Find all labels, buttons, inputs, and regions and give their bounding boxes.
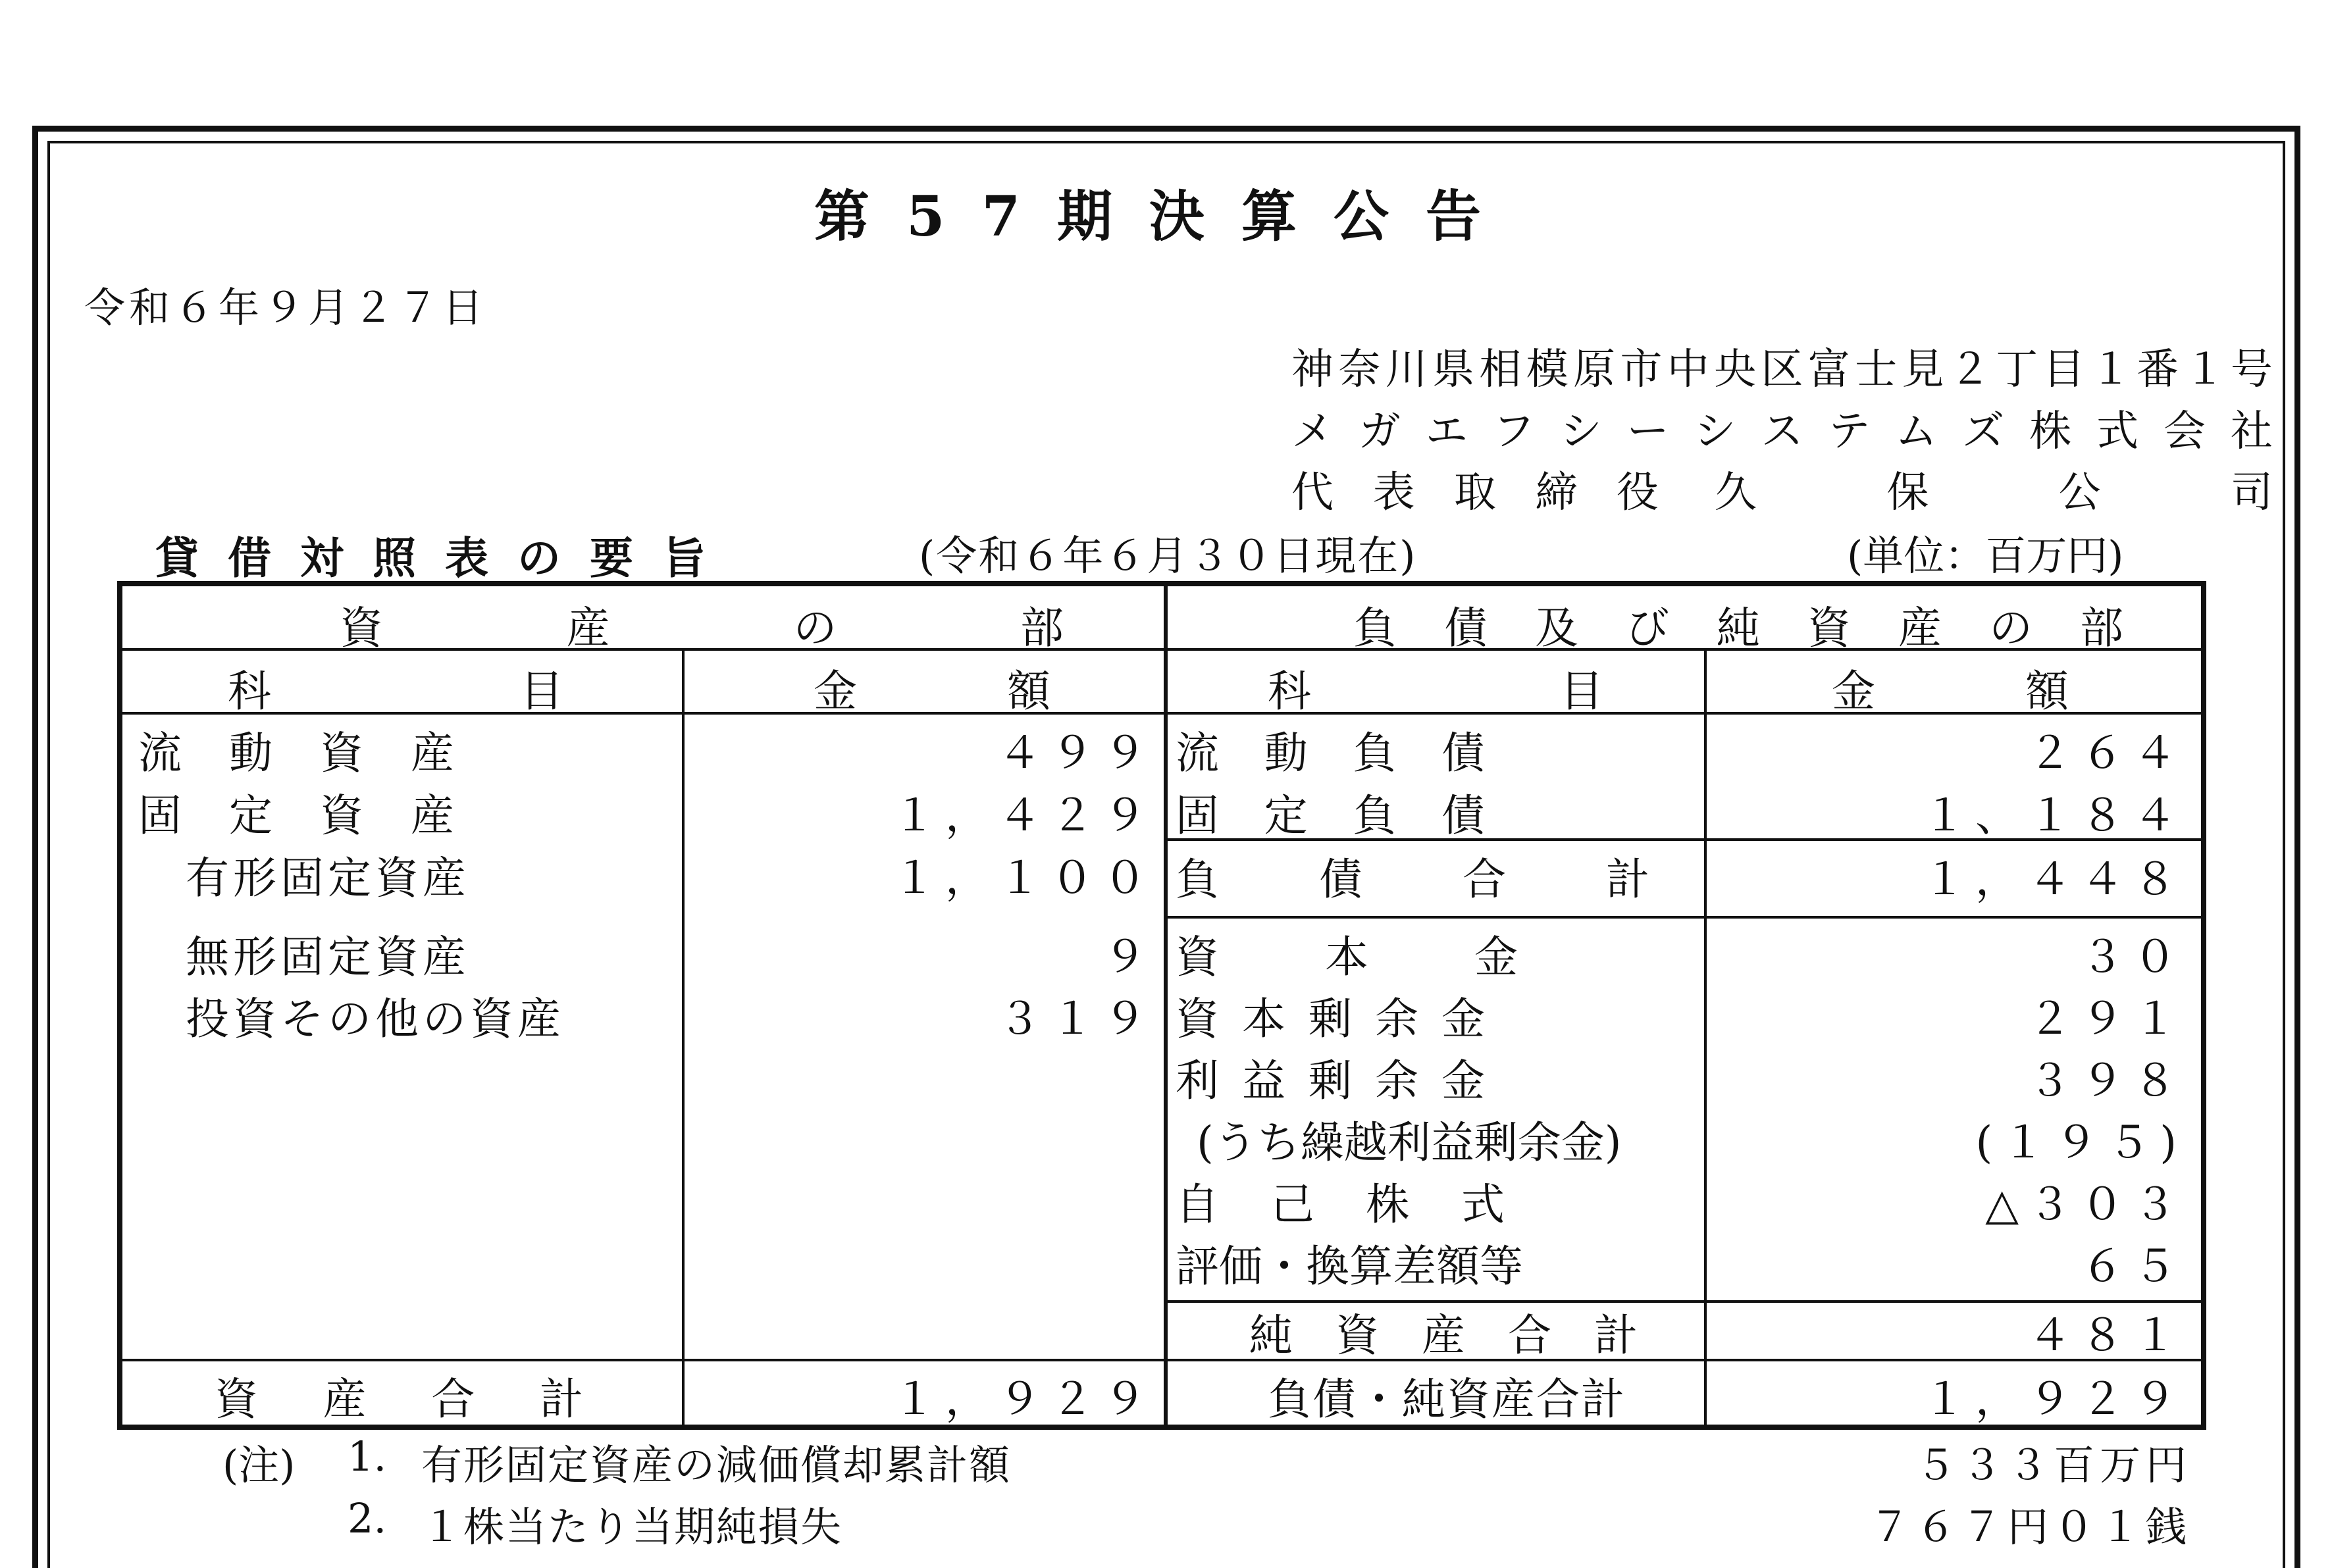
liab-header-char: 負 xyxy=(1353,603,1397,653)
address-char: 丁 xyxy=(1996,345,2040,394)
equity-item-value: ３９８ xyxy=(2028,1055,2186,1106)
representative-title xyxy=(1291,459,1660,519)
assets-header-char: 産 xyxy=(566,603,610,653)
rep-name-char: 公 xyxy=(2058,468,2102,517)
asset-item-name: 無形固定資産 xyxy=(186,932,470,982)
liab-header-char: び xyxy=(1626,603,1669,653)
asset-item-value: ９ xyxy=(1103,932,1156,982)
liabilities-total-value: １，４４８ xyxy=(1923,854,2186,905)
liabilities-amount-label xyxy=(1832,656,2069,719)
company-char: 会 xyxy=(2163,407,2207,456)
liab-header-char: 資 xyxy=(1807,603,1851,653)
equity-item-value: (１９５) xyxy=(1975,1117,2186,1168)
liability-item-value: ２６４ xyxy=(2028,728,2186,778)
address-char: 県 xyxy=(1432,345,1476,394)
address-char: 川 xyxy=(1385,345,1429,394)
address-char: １ xyxy=(2089,345,2133,394)
equity-item-value: ３０ xyxy=(2081,932,2186,982)
company-char: シ xyxy=(1694,407,1738,456)
liabilities-total-name: 負 債 合 計 xyxy=(1176,854,1649,905)
address-char: 市 xyxy=(1620,345,1664,394)
divider-assets-amount xyxy=(682,649,685,1425)
notes-label: (注) xyxy=(222,1441,296,1489)
address-text xyxy=(1291,336,2274,396)
note-number: 1. xyxy=(348,1432,387,1480)
address-char: 士 xyxy=(1855,345,1899,394)
address-char: ２ xyxy=(1948,345,1992,394)
company-address xyxy=(1291,336,2274,396)
equity-item-name: 利 益 剰 余 金 xyxy=(1176,1055,1485,1106)
amount-label-char: 額 xyxy=(2025,666,2069,717)
asset-item-value: ３１９ xyxy=(998,994,1156,1044)
equity-item-value: ６５ xyxy=(2081,1241,2186,1292)
company-char: テ xyxy=(1828,407,1872,456)
liabilities-section-header xyxy=(1353,593,2123,655)
note-text: １株当たり当期純損失 xyxy=(421,1503,843,1551)
asset-item-name: 投資その他の資産 xyxy=(186,994,565,1044)
equity-total-value: ４８１ xyxy=(2028,1310,2186,1361)
divider-liab-total xyxy=(1165,916,2201,919)
assets-header-char: 資 xyxy=(340,603,383,653)
equity-item-name: 自 己 株 式 xyxy=(1176,1179,1505,1230)
liability-item-name: 流 動 負 債 xyxy=(1176,728,1485,778)
company-char: ス xyxy=(1761,407,1805,456)
company-char: ム xyxy=(1895,407,1939,456)
balance-sheet-unit: (単位：百万円) xyxy=(1847,532,2124,580)
representative xyxy=(1291,459,2274,519)
asset-item-value: ４９９ xyxy=(998,728,1156,778)
amount-label-char: 金 xyxy=(814,666,857,717)
rep-title-char: 代 xyxy=(1291,468,1335,517)
assets-total-value: １，９２９ xyxy=(893,1374,1156,1425)
rep-title-char: 取 xyxy=(1454,468,1497,517)
equity-item-name: (うち繰越利益剰余金) xyxy=(1197,1117,1622,1168)
company-char: 社 xyxy=(2230,407,2274,456)
asset-item-value: １，４２９ xyxy=(893,790,1156,841)
company-char: 式 xyxy=(2096,407,2140,456)
liab-header-char: 部 xyxy=(2080,603,2123,653)
liabilities-item-label xyxy=(1268,656,1603,719)
address-char: 神 xyxy=(1291,345,1335,394)
address-char: 原 xyxy=(1573,345,1617,394)
assets-header-char: の xyxy=(793,603,837,653)
notice-date: 令和６年９月２７日 xyxy=(84,284,488,332)
item-label-char: 科 xyxy=(1268,666,1311,717)
liab-equity-total-name: 負債・純資産合計 xyxy=(1268,1374,1626,1425)
liab-header-char: 及 xyxy=(1535,603,1578,653)
asset-item-name: 有形固定資産 xyxy=(186,853,470,903)
liab-header-char: の xyxy=(1989,603,2033,653)
address-char: 中 xyxy=(1667,345,1711,394)
company-char: メ xyxy=(1291,407,1335,456)
liab-header-char: 産 xyxy=(1898,603,1942,653)
amount-label-char: 金 xyxy=(1832,666,1875,717)
assets-amount-label xyxy=(814,656,1050,719)
assets-total-name: 資 産 合 計 xyxy=(215,1374,583,1425)
company-name xyxy=(1291,397,2274,458)
liability-item-value: １、１８４ xyxy=(1923,790,2186,841)
note-number: 2. xyxy=(348,1494,387,1542)
balance-sheet-table xyxy=(117,581,2206,1430)
asset-item-name: 固 定 資 産 xyxy=(138,790,454,841)
rep-name-char: 久 xyxy=(1715,468,1758,517)
balance-sheet-date: (令和６年６月３０日現在) xyxy=(919,532,1417,580)
company-char: ガ xyxy=(1358,407,1402,456)
address-char: 見 xyxy=(1902,345,1946,394)
company-char: フ xyxy=(1492,407,1536,456)
company-char: ー xyxy=(1626,407,1671,456)
note-value: ７６７円０１銭 xyxy=(1869,1503,2192,1551)
amount-label-char: 額 xyxy=(1007,666,1050,717)
rep-title-char: 役 xyxy=(1617,468,1660,517)
liab-equity-total-value: １，９２９ xyxy=(1923,1374,2186,1425)
rep-name-char: 保 xyxy=(1886,468,1930,517)
address-char: 相 xyxy=(1479,345,1523,394)
address-char: １ xyxy=(2183,345,2227,394)
assets-section-header xyxy=(340,593,1064,655)
equity-item-name: 資 本 剰 余 金 xyxy=(1176,994,1485,1044)
rep-title-char: 締 xyxy=(1535,468,1579,517)
item-label-char: 目 xyxy=(520,666,563,717)
assets-header-char: 部 xyxy=(1020,603,1064,653)
address-char: 富 xyxy=(1807,345,1852,394)
address-char: 区 xyxy=(1761,345,1805,394)
address-char: 号 xyxy=(2230,345,2274,394)
rep-name-char: 司 xyxy=(2230,468,2274,517)
address-char: 目 xyxy=(2042,345,2086,394)
item-label-char: 目 xyxy=(1560,666,1603,717)
equity-item-value: △３０３ xyxy=(1985,1179,2186,1230)
equity-total-name: 純 資 産 合 計 xyxy=(1249,1310,1638,1361)
assets-item-label xyxy=(228,656,563,719)
balance-sheet-title: 貸借対照表の要旨 xyxy=(155,532,735,584)
representative-line xyxy=(1291,459,2274,519)
liab-header-char: 純 xyxy=(1717,603,1760,653)
equity-item-name: 資 本 金 xyxy=(1176,932,1518,982)
address-char: 奈 xyxy=(1338,345,1382,394)
address-char: 番 xyxy=(2137,345,2181,394)
asset-item-value: １，１００ xyxy=(893,853,1156,903)
company-char: シ xyxy=(1559,407,1603,456)
company-char: エ xyxy=(1425,407,1469,456)
divider-liab-amount xyxy=(1704,649,1707,1425)
note-value: ５３３百万円 xyxy=(1915,1441,2192,1489)
liability-item-name: 固 定 負 債 xyxy=(1176,790,1485,841)
equity-item-name: 評価・換算差額等 xyxy=(1176,1241,1523,1292)
equity-item-value: ２９１ xyxy=(2028,994,2186,1044)
item-label-char: 科 xyxy=(228,666,271,717)
rep-title-char: 表 xyxy=(1372,468,1416,517)
company-char: ズ xyxy=(1962,407,2006,456)
company-char: 株 xyxy=(2029,407,2073,456)
company-name-text xyxy=(1291,397,2274,458)
liab-header-char: 債 xyxy=(1444,603,1488,653)
note-text: 有形固定資産の減価償却累計額 xyxy=(421,1441,1012,1489)
asset-item-name: 流 動 資 産 xyxy=(138,728,454,778)
notice-title: 第57期決算公告 xyxy=(814,184,1518,249)
address-char: 央 xyxy=(1714,345,1758,394)
address-char: 模 xyxy=(1526,345,1570,394)
representative-name xyxy=(1715,459,2274,519)
